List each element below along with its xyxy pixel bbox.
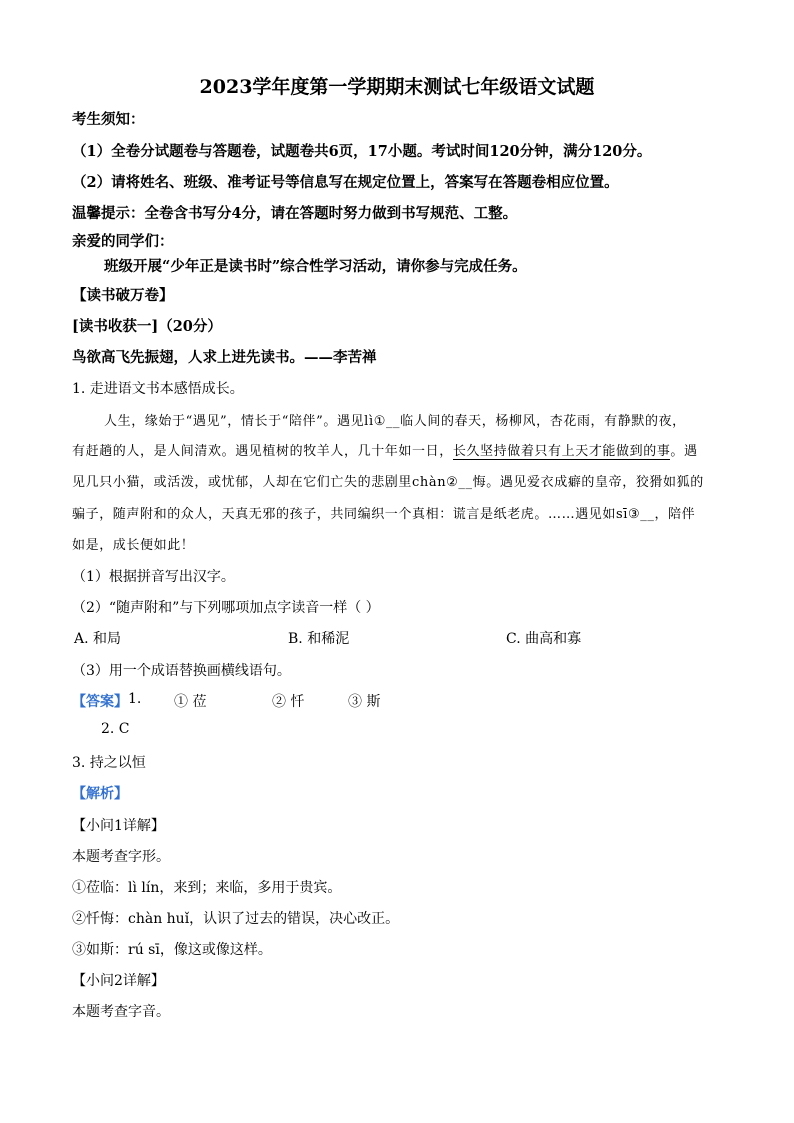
option-c: C. 曲高和寡 bbox=[506, 631, 582, 647]
page-title: 2023学年度第一学期期末测试七年级语文试题 bbox=[199, 76, 595, 98]
answer-number-1: 1. bbox=[128, 691, 142, 707]
explanation-2: ②忏悔：chàn huǐ，认识了过去的错误，决心改正。 bbox=[72, 911, 400, 927]
sub-answer-1-heading: 【小问1详解】 bbox=[72, 818, 165, 834]
passage-line-2 bbox=[72, 440, 698, 459]
explanation-3: ③如斯：rú sī，像这或像这样。 bbox=[72, 942, 272, 958]
notice-heading: 考生须知： bbox=[72, 111, 145, 128]
analysis-text-2: 本题考查字音。 bbox=[72, 1004, 170, 1020]
explanation-1: ①莅临：lì lín，来到；来临，多用于贵宾。 bbox=[72, 880, 342, 896]
sub-answer-2-heading: 【小问2详解】 bbox=[72, 973, 165, 989]
sub-question-3: （3）用一个成语替换画横线语句。 bbox=[72, 663, 291, 679]
writing-tip: 温馨提示：全卷含书写分4分，请在答题时努力做到书写规范、工整。 bbox=[72, 205, 518, 222]
analysis-text-1: 本题考查字形。 bbox=[72, 849, 170, 865]
answer-line-2: 2. C bbox=[101, 721, 130, 737]
answer-blank-2: ② 忏 bbox=[272, 694, 305, 710]
passage-line-2b: 。遇 bbox=[670, 444, 698, 459]
passage-line-3: 见几只小猫，或活泼，或忧郁，人却在它们亡失的悲剧里chàn②__悔。遇见爱衣成癖的皇帝，狡猾如狐的 bbox=[72, 475, 704, 490]
analysis-label: 【解析】 bbox=[72, 786, 128, 802]
passage-line-5: 如是，成长便如此！ bbox=[72, 538, 195, 553]
activity-intro: 班级开展“少年正是读书时”综合性学习活动，请你参与完成任务。 bbox=[104, 258, 527, 275]
section-quote: 鸟欲高飞先振翅，人求上进先读书。——李苦禅 bbox=[72, 349, 377, 366]
sub-question-2: （2）“随声附和”与下列哪项加点字读音一样（ ） bbox=[72, 600, 380, 616]
answer-label: 【答案】 bbox=[72, 694, 128, 710]
answer-blank-3: ③ 斯 bbox=[348, 694, 381, 710]
passage-line-4: 骗子，随声附和的众人，天真无邪的孩子，共同编织一个真相：谎言是纸老虎。……遇见如sī③__，陪伴 bbox=[72, 507, 696, 522]
notice-item-2: （2）请将姓名、班级、准考证号等信息写在规定位置上，答案写在答题卷相应位置。 bbox=[72, 174, 619, 191]
notice-item-1: （1）全卷分试题卷与答题卷，试题卷共6页，17小题。考试时间120分钟，满分120分。 bbox=[72, 143, 652, 160]
underlined-phrase: 长久坚持做着只有上天才能做到的事 bbox=[452, 444, 671, 459]
section-subheading: [读书收获一]（20分） bbox=[72, 318, 222, 335]
passage-line-1: 人生，缘始于“遇见”，情长于“陪伴”。遇见lì①__临人间的春天，杨柳风，杏花雨，有静默的夜， bbox=[104, 414, 686, 429]
answer-line-3: 3. 持之以恒 bbox=[72, 755, 146, 771]
passage-line-2a: 有赶趟的人，是人间清欢。遇见植树的牧羊人，几十年如一日， bbox=[72, 444, 453, 459]
sub-question-1: （1）根据拼音写出汉字。 bbox=[72, 569, 235, 585]
answer-blank-1: ① 莅 bbox=[174, 694, 207, 710]
option-a: A. 和局 bbox=[74, 631, 122, 647]
option-b: B. 和稀泥 bbox=[288, 631, 350, 647]
greeting: 亲爱的同学们： bbox=[72, 233, 174, 250]
question-1-stem: 1. 走进语文书本感悟成长。 bbox=[72, 381, 244, 397]
section-heading: 【读书破万卷】 bbox=[72, 287, 174, 304]
